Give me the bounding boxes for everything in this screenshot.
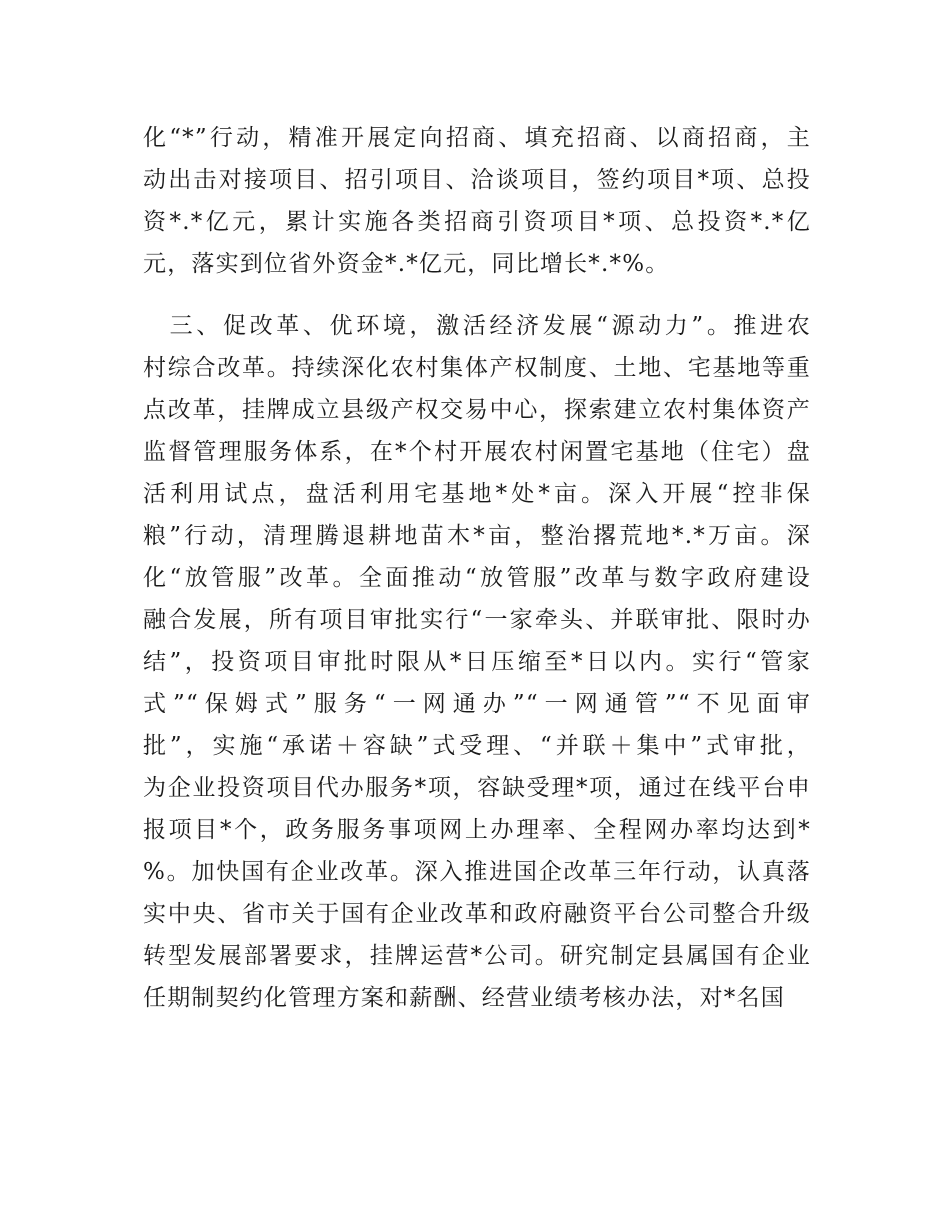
text-line: 活利用试点，盘活利用宅基地*处*亩。深入开展“控非保 — [143, 481, 811, 507]
paragraph-investment — [143, 117, 811, 285]
text-line: 点改革，挂牌成立县级产权交易中心，探索建立农村集体资产 — [143, 397, 811, 423]
text-line: 融合发展，所有项目审批实行“一家牵头、并联审批、限时办 — [143, 607, 811, 633]
text-line: 报项目*个，政务服务事项网上办理率、全程网办率均达到* — [143, 817, 811, 843]
text-line: 任期制契约化管理方案和薪酬、经营业绩考核办法，对*名国 — [143, 985, 785, 1011]
text-line: 元，落实到位省外资金*.*亿元，同比增长*.*%。 — [143, 251, 670, 277]
text-line: 批”，实施“承诺＋容缺”式受理、“并联＋集中”式审批， — [143, 733, 811, 759]
text-line: 式”“保姆式”服务“一网通办”“一网通管”“不见面审 — [143, 691, 811, 717]
text-line: 动出击对接项目、招引项目、洽谈项目，签约项目*项、总投 — [143, 167, 811, 193]
text-line: 实中央、省市关于国有企业改革和政府融资平台公司整合升级 — [143, 901, 811, 927]
paragraph-reform — [143, 305, 811, 1019]
text-line: 化“*”行动，精准开展定向招商、填充招商、以商招商，主 — [143, 125, 811, 151]
text-line: 资*.*亿元，累计实施各类招商引资项目*项、总投资*.*亿 — [143, 209, 811, 235]
text-line: 村综合改革。持续深化农村集体产权制度、土地、宅基地等重 — [143, 355, 811, 381]
text-line: 三、促改革、优环境，激活经济发展“源动力”。推进农 — [143, 313, 811, 339]
text-line: 为企业投资项目代办服务*项，容缺受理*项，通过在线平台申 — [143, 775, 811, 801]
text-line: 粮”行动，清理腾退耕地苗木*亩，整治撂荒地*.*万亩。深 — [143, 523, 811, 549]
text-line: 转型发展部署要求，挂牌运营*公司。研究制定县属国有企业 — [143, 943, 811, 969]
text-line: 化“放管服”改革。全面推动“放管服”改革与数字政府建设 — [143, 565, 811, 591]
text-line: 结”，投资项目审批时限从*日压缩至*日以内。实行“管家 — [143, 649, 811, 675]
text-line: 监督管理服务体系，在*个村开展农村闲置宅基地（住宅）盘 — [143, 439, 811, 465]
text-line: %。加快国有企业改革。深入推进国企改革三年行动，认真落 — [143, 859, 811, 885]
